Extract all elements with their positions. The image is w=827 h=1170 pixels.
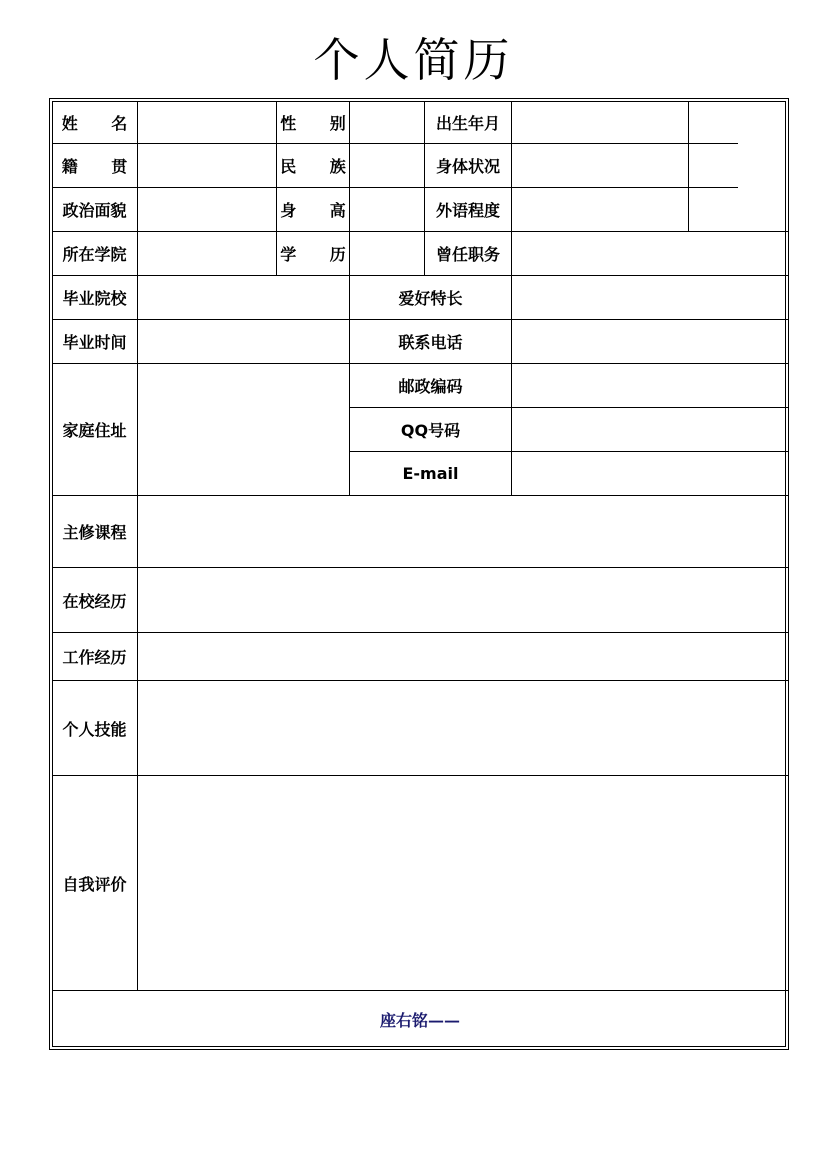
label-graduation-time: 毕业时间 [62,333,127,352]
label-birth: 出生年月 [435,113,500,133]
value-health[interactable] [512,144,688,187]
value-hobbies[interactable] [512,276,788,319]
value-qq[interactable] [512,408,788,451]
label-hobbies: 爱好特长 [398,289,463,308]
label-graduated-school: 毕业院校 [62,289,127,308]
photo-box[interactable] [689,101,788,231]
value-gender[interactable] [350,101,424,143]
page-title: 个人简历 [313,33,514,87]
value-campus-experience[interactable] [138,568,788,632]
resume-form [49,98,789,1050]
label-health: 身体状况 [435,157,500,176]
label-education: 学 历 [280,245,360,264]
value-political-status[interactable] [138,188,276,231]
value-education[interactable] [350,232,424,275]
label-skills: 个人技能 [62,719,127,739]
value-college[interactable] [138,232,276,275]
value-skills[interactable] [138,681,788,775]
label-phone: 联系电话 [398,333,463,352]
value-email[interactable] [512,452,788,495]
value-home-address[interactable] [138,364,349,495]
label-height: 身 高 [280,201,360,220]
label-ethnicity: 民 族 [280,157,360,176]
label-postal-code: 邮政编码 [398,377,463,396]
value-graduation-time[interactable] [138,320,349,363]
label-native-place: 籍 贯 [61,157,142,176]
label-political-status: 政治面貌 [62,201,127,220]
label-name: 姓 名 [61,113,142,133]
value-work-experience[interactable] [138,633,788,680]
label-work-experience: 工作经历 [62,648,127,667]
value-self-evaluation[interactable] [138,776,788,990]
label-college: 所在学院 [62,245,127,264]
motto: 座右铭—— [379,1010,460,1030]
label-major-courses: 主修课程 [62,523,127,542]
value-birth[interactable] [512,101,688,143]
value-postal-code[interactable] [512,364,788,407]
value-native-place[interactable] [138,144,276,187]
value-height[interactable] [350,188,424,231]
value-phone[interactable] [512,320,788,363]
value-graduated-school[interactable] [138,276,349,319]
label-qq: QQ号码 [400,421,461,440]
label-gender: 性 别 [280,113,360,133]
value-former-position[interactable] [512,232,788,275]
value-name[interactable] [138,101,276,143]
label-email: E-mail [402,464,459,483]
label-self-evaluation: 自我评价 [62,874,127,894]
value-ethnicity[interactable] [350,144,424,187]
label-home-address: 家庭住址 [62,421,127,440]
value-major-courses[interactable] [138,496,788,567]
label-campus-experience: 在校经历 [62,591,127,611]
value-foreign-language[interactable] [512,188,688,231]
label-former-position: 曾任职务 [435,245,500,264]
label-foreign-language: 外语程度 [435,201,500,220]
